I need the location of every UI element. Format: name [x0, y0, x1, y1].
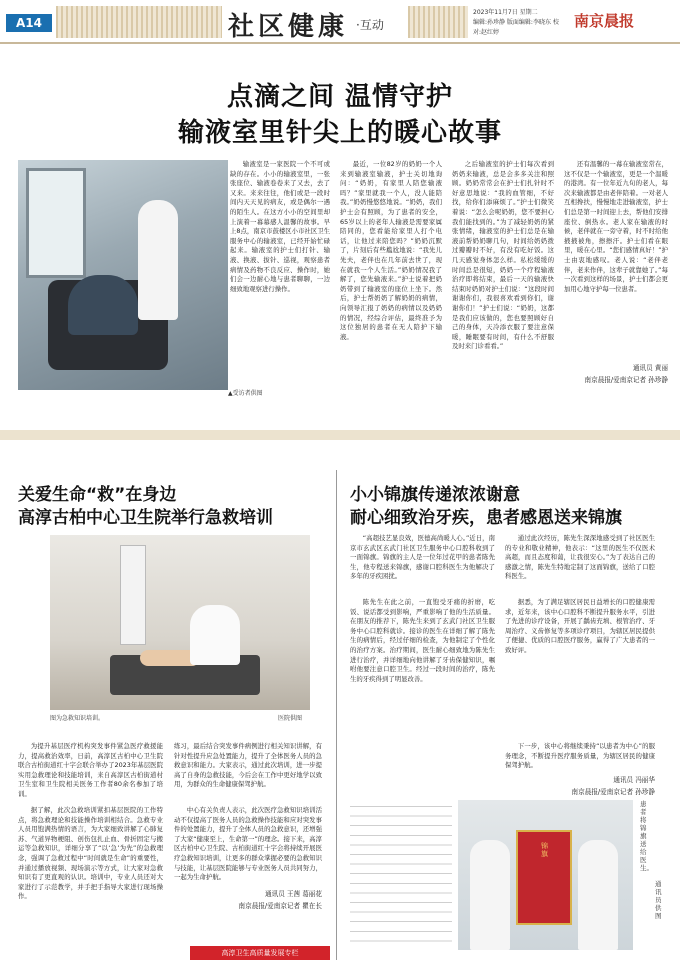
story2-column-1: 为提升基层医疗机构突发事件紧急医疗救援能力，提高救治效率，日前，高淳区古柏中心卫生院联合古柏街道红十字会联合举办了2023年基层医院实用急救理论和技能培训，来自高淳区古柏街道村卫生室和卫生院相关医务工作者80余名参加了培训。 [18, 742, 163, 798]
photo-patient [68, 275, 138, 335]
story2-byline-1: 通讯员 王茜 葛丽花 [265, 890, 322, 898]
story3-column-2b: 据悉，为了满足辖区居民日益增长的口腔健康需求，近年来，该中心口腔科不断提升服务水平，引进了先进的诊疗设备，开展了龋齿充填、根管治疗、牙周治疗、义齿修复等多项诊疗项目，为辖区居民提供了便捷、优质的口腔医疗服务，赢得了广大患者的一致好评。 [505, 598, 655, 654]
first-aid-training-photo [50, 535, 310, 710]
header-decor-left [56, 6, 222, 38]
header-decor-right [408, 6, 468, 38]
story1-column-2b: 最近，一位82岁的奶奶一个人来到输液室输液，护士关切地询问：“奶奶，有家里人陪您输液吗？”家里就我一个人，没人能陪我。”奶奶慢悠悠地说。“奶奶，我们护士会有照顾，为了患者的安全，65岁以上的老年人输液是需要家属陪同的，您看能给家里人打个电话，让他过来陪您吗？”奶奶沉默了，片刻后有些尴尬地说：“我先儿先夫，老伴也在几年前去世了，现在就我一个人生活。”奶奶情况我了解了，您先输液来。”护士说着把奶奶带到了输液室的座位上坐下。然后，护士帮奶奶了解奶奶的病情，向领导汇报了奶奶的病情以及奶奶的情况，经综合评估，最终准予为这位独居的患者在无人陪护下输液。 [340, 160, 442, 341]
page-header [0, 0, 680, 44]
section-subtitle: ·互动 [356, 18, 384, 32]
story3-byline-2: 南京晨报/爱南京记者 孙珍静 [571, 788, 655, 796]
silk-banner-photo [458, 800, 633, 950]
story3-column-2: 通过此次经历，陈先生深深地感受到了社区医生的专业和敬业精神，他表示：“这里的医生不仅医术高超，而且态度和蔼，让我很安心。”为了表达自己的感激之情，陈先生特地定制了这面锦旗，送给了口腔科医生。 [505, 534, 655, 581]
story1-column-4: 还有温馨的一幕在输液室常在，这不仅是一个输液室，更是一个温暖的港湾。有一位年近九旬的老人，每次来输液都是由老伴陪着。一对老人互相搀扶，慢慢地走进输液室，护士们总是第一时间迎上去，帮他们安排座位、倒热水。老人家在输液的时候，老伴就在一旁守着，时不时给他掖掖被角，擦擦汗。护士们看在眼里，暖在心里。“您们感情真好！”护士由衷地感叹。老人说：“老伴老伴，老来作伴，这辈子就靠她了。”每一次看到这样的场景，护士们都会更加用心地守护每一位患者。 [564, 160, 668, 293]
story1-column-1: 输液室是一家医院一个不可或缺的存在。小小的输液室里，一张张座位、输液卷卷来了又去，去了又来。来来往往，他们或是一段时间内天天见的病友，或是偶尔一遇的陌生人。在这方小小的空间里却上演着一幕幕感人温馨的故事。早上8点，南京市鼓楼区小市社区卫生服务中心的输液室，已经开始忙碌起来。输液室的护士们打针、输液、换液、拔针、巡视，观察患者病情及药物不良反应、操作时，她们会一边耐心地与患者聊聊，一边细致地观察进行操作。 [230, 160, 330, 293]
story2-photo-caption: 图为急救知识培训。 [50, 715, 105, 722]
issue-info [473, 8, 563, 38]
page-number: A14 [6, 14, 52, 32]
newspaper-logo: 南京晨报 [574, 12, 635, 30]
story3-photo-caption: 患者将锦旗送给医生。 [640, 800, 653, 872]
section-divider-band [0, 430, 680, 440]
photo-trainer [190, 605, 240, 665]
story1-headline-1: 点滴之间 温情守护 [226, 82, 454, 112]
story3-column-1: “高超技艺显良效，医德高尚暖人心。”近日，南京市玄武区玄武门社区卫生服务中心口腔科收到了一面锦旗。锦旗的主人是一位年过花甲的患者陈先生，他专程送来锦旗，感谢口腔科医生为他解决了多年的牙疾困扰。 [350, 534, 495, 581]
photo-window [26, 168, 86, 278]
story2-photo-credit: 医院供图 [278, 715, 303, 722]
column-divider [336, 470, 337, 960]
story3-headline-1: 小小锦旗传递浓浓谢意 [350, 485, 520, 505]
story3-photo-credit: 通讯员供图 [655, 880, 662, 920]
story1-photo-credit: ▲受访者供图 [228, 390, 263, 397]
story2-column-2: 练习，最后结合突发事件病例进行相关知识讲解，有针对性提升应急处置能力，提升了全体医务人员的急救意识和能力。大家表示，通过此次培训，进一步提高了自身的急救技能，今后会在工作中更好地学以致用，为群众的生命健康保驾护航。 [174, 742, 322, 789]
silk-banner: 锦旗 [516, 830, 572, 925]
story3-headline-2: 耐心细致治牙疾，患者感恩送来锦旗 [350, 508, 622, 528]
story3-column-3: 下一步，该中心将继续秉持“以患者为中心”的服务理念，不断提升医疗服务质量，为辖区居民的健康保驾护航。 [505, 742, 655, 770]
story1-column-3: 之后输液室的护士们每次看到奶奶来输液，总是会多多关注和照顾。奶奶常常会在护士们扎针时不好意思地说：“我的血管细，不好找，给你们添麻烦了。”护士们微笑着说：“怎么会呢奶奶，您不要担心我们能找到的。”为了减轻奶奶的紧张情绪，输液室的护士们总是在输液前帮奶奶聊几句，时间给奶奶拨过瓣瓣时不好，有没有吃好饭。这几天感觉身体怎么样。私松缓缓的时间总是很短，奶奶一个疗程输液治疗即将结束，最后一天的输液快结束时奶奶对护士们说：“这段时间谢谢你们，我很喜欢看到你们，谢谢你们！”护士们说：“奶奶，这都是我们应该做的，您也要照顾好自己的身体，天冷添衣服了要注意保暖，睡眠要有时间，有什么不舒服及时来门诊看看。” [452, 160, 554, 351]
story2-headline-2: 高淳古柏中心卫生院举行急救培训 [18, 508, 273, 528]
story2-column-1b: 据了解，此次急救培训紧扣基层医院的工作特点，将急救理论和技能操作培训相结合。急救专业人员用饱满热情的语言，为大家细致讲解了心肺复苏、气道异物梗阻、创伤包扎止血、骨折固定与搬运等急救知识，详细分享了“以‘急’为先”的急救理念，强调了急救过程中“时间就是生命”的重要性，并通过播放视频、现场演示等方式，让大家对急救知识有了更直观的认识。培训中，专业人员还对大家进行了示范教学，并手把手指导大家进行现场操作。 [18, 806, 163, 901]
infusion-room-photo [18, 160, 228, 390]
story3-column-left-extra [350, 800, 452, 945]
story3-byline-1: 通讯员 冯丽华 [613, 776, 655, 784]
photo-patient-chen [578, 840, 618, 950]
section-title: 社区健康 [228, 12, 349, 42]
photo-nurse [138, 200, 178, 320]
story3-column-1b: 陈先生在此之前，一直饱受牙痛的折磨，吃饭、说话都受到影响，严重影响了他的生活质量。在朋友的推荐下，陈先生来到了玄武门社区卫生服务中心口腔科就诊。接诊的医生在详细了解了陈先生的病情后，经过仔细的检查，为他制定了个性化的治疗方案。治疗期间，医生耐心细致地为陈先生进行治疗，并详细地向他讲解了牙齿保健知识，嘱咐他要注意口腔卫生。经过一段时间的治疗，陈先生的牙疾得到了明显改善。 [350, 598, 495, 683]
story2-column-2b: 中心有关负责人表示，此次医疗急救知识培训活动不仅提高了医务人员的急救操作技能和应对突发事件的处置能力，提升了全体人员的急救意识，还增强了大家“健康至上，生命第一”的理念。接下来，高淳区古柏中心卫生院、古柏街道红十字会将持续开展医疗急救知识培训，让更多的群众掌握必要的急救知识与技能，让基层医院能够与专业医务人员共同努力，一起为生命护航。 [174, 806, 322, 882]
issue-date: 2023年11月7日 星期二 [473, 9, 538, 16]
photo-cabinet [120, 545, 146, 645]
issue-editors: 编辑:孙珍静 版面编辑:李晓东 校对:赵红婷 [473, 19, 559, 36]
story1-byline-2: 南京晨报/爱南京记者 孙珍静 [584, 376, 668, 384]
column-banner: 高淳卫生高质量发展专栏 [190, 946, 330, 960]
story1-byline-1: 通讯员 黄丽 [632, 364, 668, 372]
story2-headline-1: 关爱生命“救”在身边 [18, 485, 177, 505]
story2-byline-2: 南京晨报/爱南京记者 瞿在长 [238, 902, 322, 910]
story1-headline-2: 输液室里针尖上的暖心故事 [177, 118, 502, 148]
photo-doctor [470, 840, 510, 950]
